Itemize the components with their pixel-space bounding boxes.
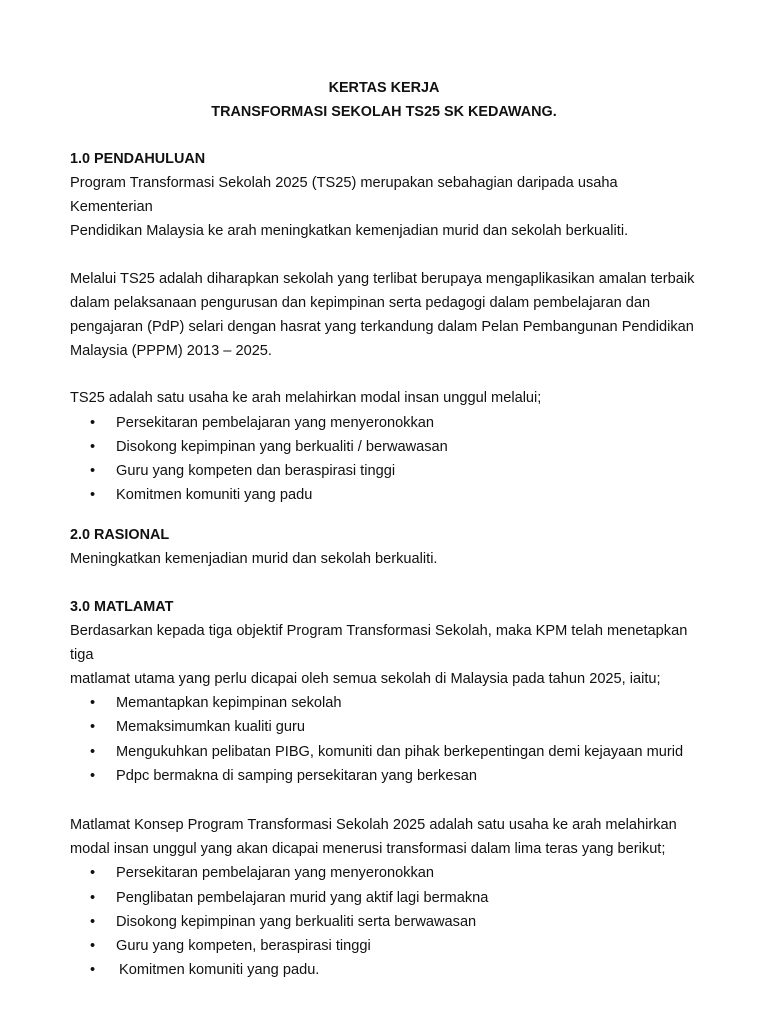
bullet-icon: •: [90, 719, 96, 736]
bullet-icon: •: [90, 487, 96, 504]
section-heading-pendahuluan: 1.0 PENDAHULUAN: [70, 151, 206, 167]
list-item-text: Penglibatan pembelajaran murid yang aktif lagi bermakna: [116, 889, 489, 906]
list-item-text: Mengukuhkan pelibatan PIBG, komuniti dan pihak berkepentingan demi kejayaan murid: [116, 743, 684, 760]
section-heading-matlamat: 3.0 MATLAMAT: [70, 598, 174, 615]
list-item: [70, 934, 698, 958]
list-item: [70, 411, 698, 435]
list-item-text: Memaksimumkan kualiti guru: [116, 719, 305, 736]
list-item: [70, 483, 698, 507]
list-item-text: Guru yang kompeten dan beraspirasi tinggi: [116, 463, 396, 480]
bullet-list: [70, 861, 698, 982]
list-item: [70, 740, 698, 764]
list-item: [70, 435, 698, 459]
bullet-icon: •: [90, 743, 96, 760]
bullet-list: [70, 411, 698, 508]
list-item: [70, 459, 698, 483]
paragraph-ts25: [70, 267, 698, 364]
list-item: [70, 886, 698, 910]
paragraph-intro: [70, 171, 698, 244]
text-line: Melalui TS25 adalah diharapkan sekolah yang terlibat berupaya mengaplikasikan amalan terbaik: [70, 270, 695, 287]
list-item-text: Komitmen komuniti yang padu.: [119, 962, 320, 979]
list-item: [70, 691, 698, 715]
bullet-icon: •: [90, 767, 96, 784]
text-line: modal insan unggul yang akan dicapai menerusi transformasi dalam lima teras yang berikut;: [70, 841, 666, 858]
list-item-text: Guru yang kompeten, beraspirasi tinggi: [116, 938, 371, 955]
list-item-text: Komitmen komuniti yang padu: [116, 487, 313, 504]
bullet-icon: •: [90, 438, 96, 455]
paragraph-konsep: [70, 813, 698, 861]
paragraph-rasional: Meningkatkan kemenjadian murid dan sekolah berkualiti.: [70, 551, 438, 568]
section-heading-rasional: 2.0 RASIONAL: [70, 527, 170, 544]
bullet-icon: •: [90, 913, 96, 930]
paragraph-matlamat: [70, 619, 698, 692]
bullet-icon: •: [90, 938, 96, 955]
text-line: dalam pelaksanaan pengurusan dan kepimpinan serta pedagogi dalam pembelajaran dan: [70, 294, 651, 311]
bullet-list: [70, 691, 698, 788]
list-item-text: Disokong kepimpinan yang berkualiti serta berwawasan: [116, 913, 477, 930]
bullet-icon: •: [90, 414, 96, 431]
list-item: [70, 958, 698, 982]
text-line: matlamat utama yang perlu dicapai oleh semua sekolah di Malaysia pada tahun 2025, iaitu;: [70, 671, 661, 688]
text-line: Program Transformasi Sekolah 2025 (TS25) merupakan sebahagian daripada usaha Kementerian: [70, 175, 618, 216]
list-item-text: Persekitaran pembelajaran yang menyeronokkan: [116, 414, 435, 431]
bullet-icon: •: [90, 463, 96, 480]
bullet-icon: •: [90, 695, 96, 712]
list-item: [70, 764, 698, 788]
list-item-text: Persekitaran pembelajaran yang menyeronokkan: [116, 865, 435, 882]
text-line: pengajaran (PdP) selari dengan hasrat yang terkandung dalam Pelan Pembangunan Pendidikan: [70, 319, 694, 336]
bullet-icon: •: [90, 889, 96, 906]
text-line: Berdasarkan kepada tiga objektif Program Transformasi Sekolah, maka KPM telah menetapkan tiga: [70, 622, 688, 663]
document-title: KERTAS KERJA: [328, 80, 440, 96]
bullet-icon: •: [90, 962, 96, 979]
list-item: [70, 910, 698, 934]
document-subtitle: TRANSFORMASI SEKOLAH TS25 SK KEDAWANG.: [211, 104, 557, 120]
paragraph-modal-insan: TS25 adalah satu usaha ke arah melahirkan modal insan unggul melalui;: [70, 390, 542, 407]
list-item-text: Pdpc bermakna di samping persekitaran yang berkesan: [116, 767, 477, 784]
text-line: Pendidikan Malaysia ke arah meningkatkan kemenjadian murid dan sekolah berkualiti.: [70, 223, 629, 240]
text-line: Matlamat Konsep Program Transformasi Sekolah 2025 adalah satu usaha ke arah melahirkan: [70, 817, 677, 834]
text-line: Malaysia (PPPM) 2013 – 2025.: [70, 343, 272, 360]
list-item-text: Memantapkan kepimpinan sekolah: [116, 695, 342, 712]
list-item: [70, 715, 698, 739]
list-item-text: Disokong kepimpinan yang berkualiti / berwawasan: [116, 438, 448, 455]
bullet-icon: •: [90, 865, 96, 882]
list-item: [70, 861, 698, 885]
